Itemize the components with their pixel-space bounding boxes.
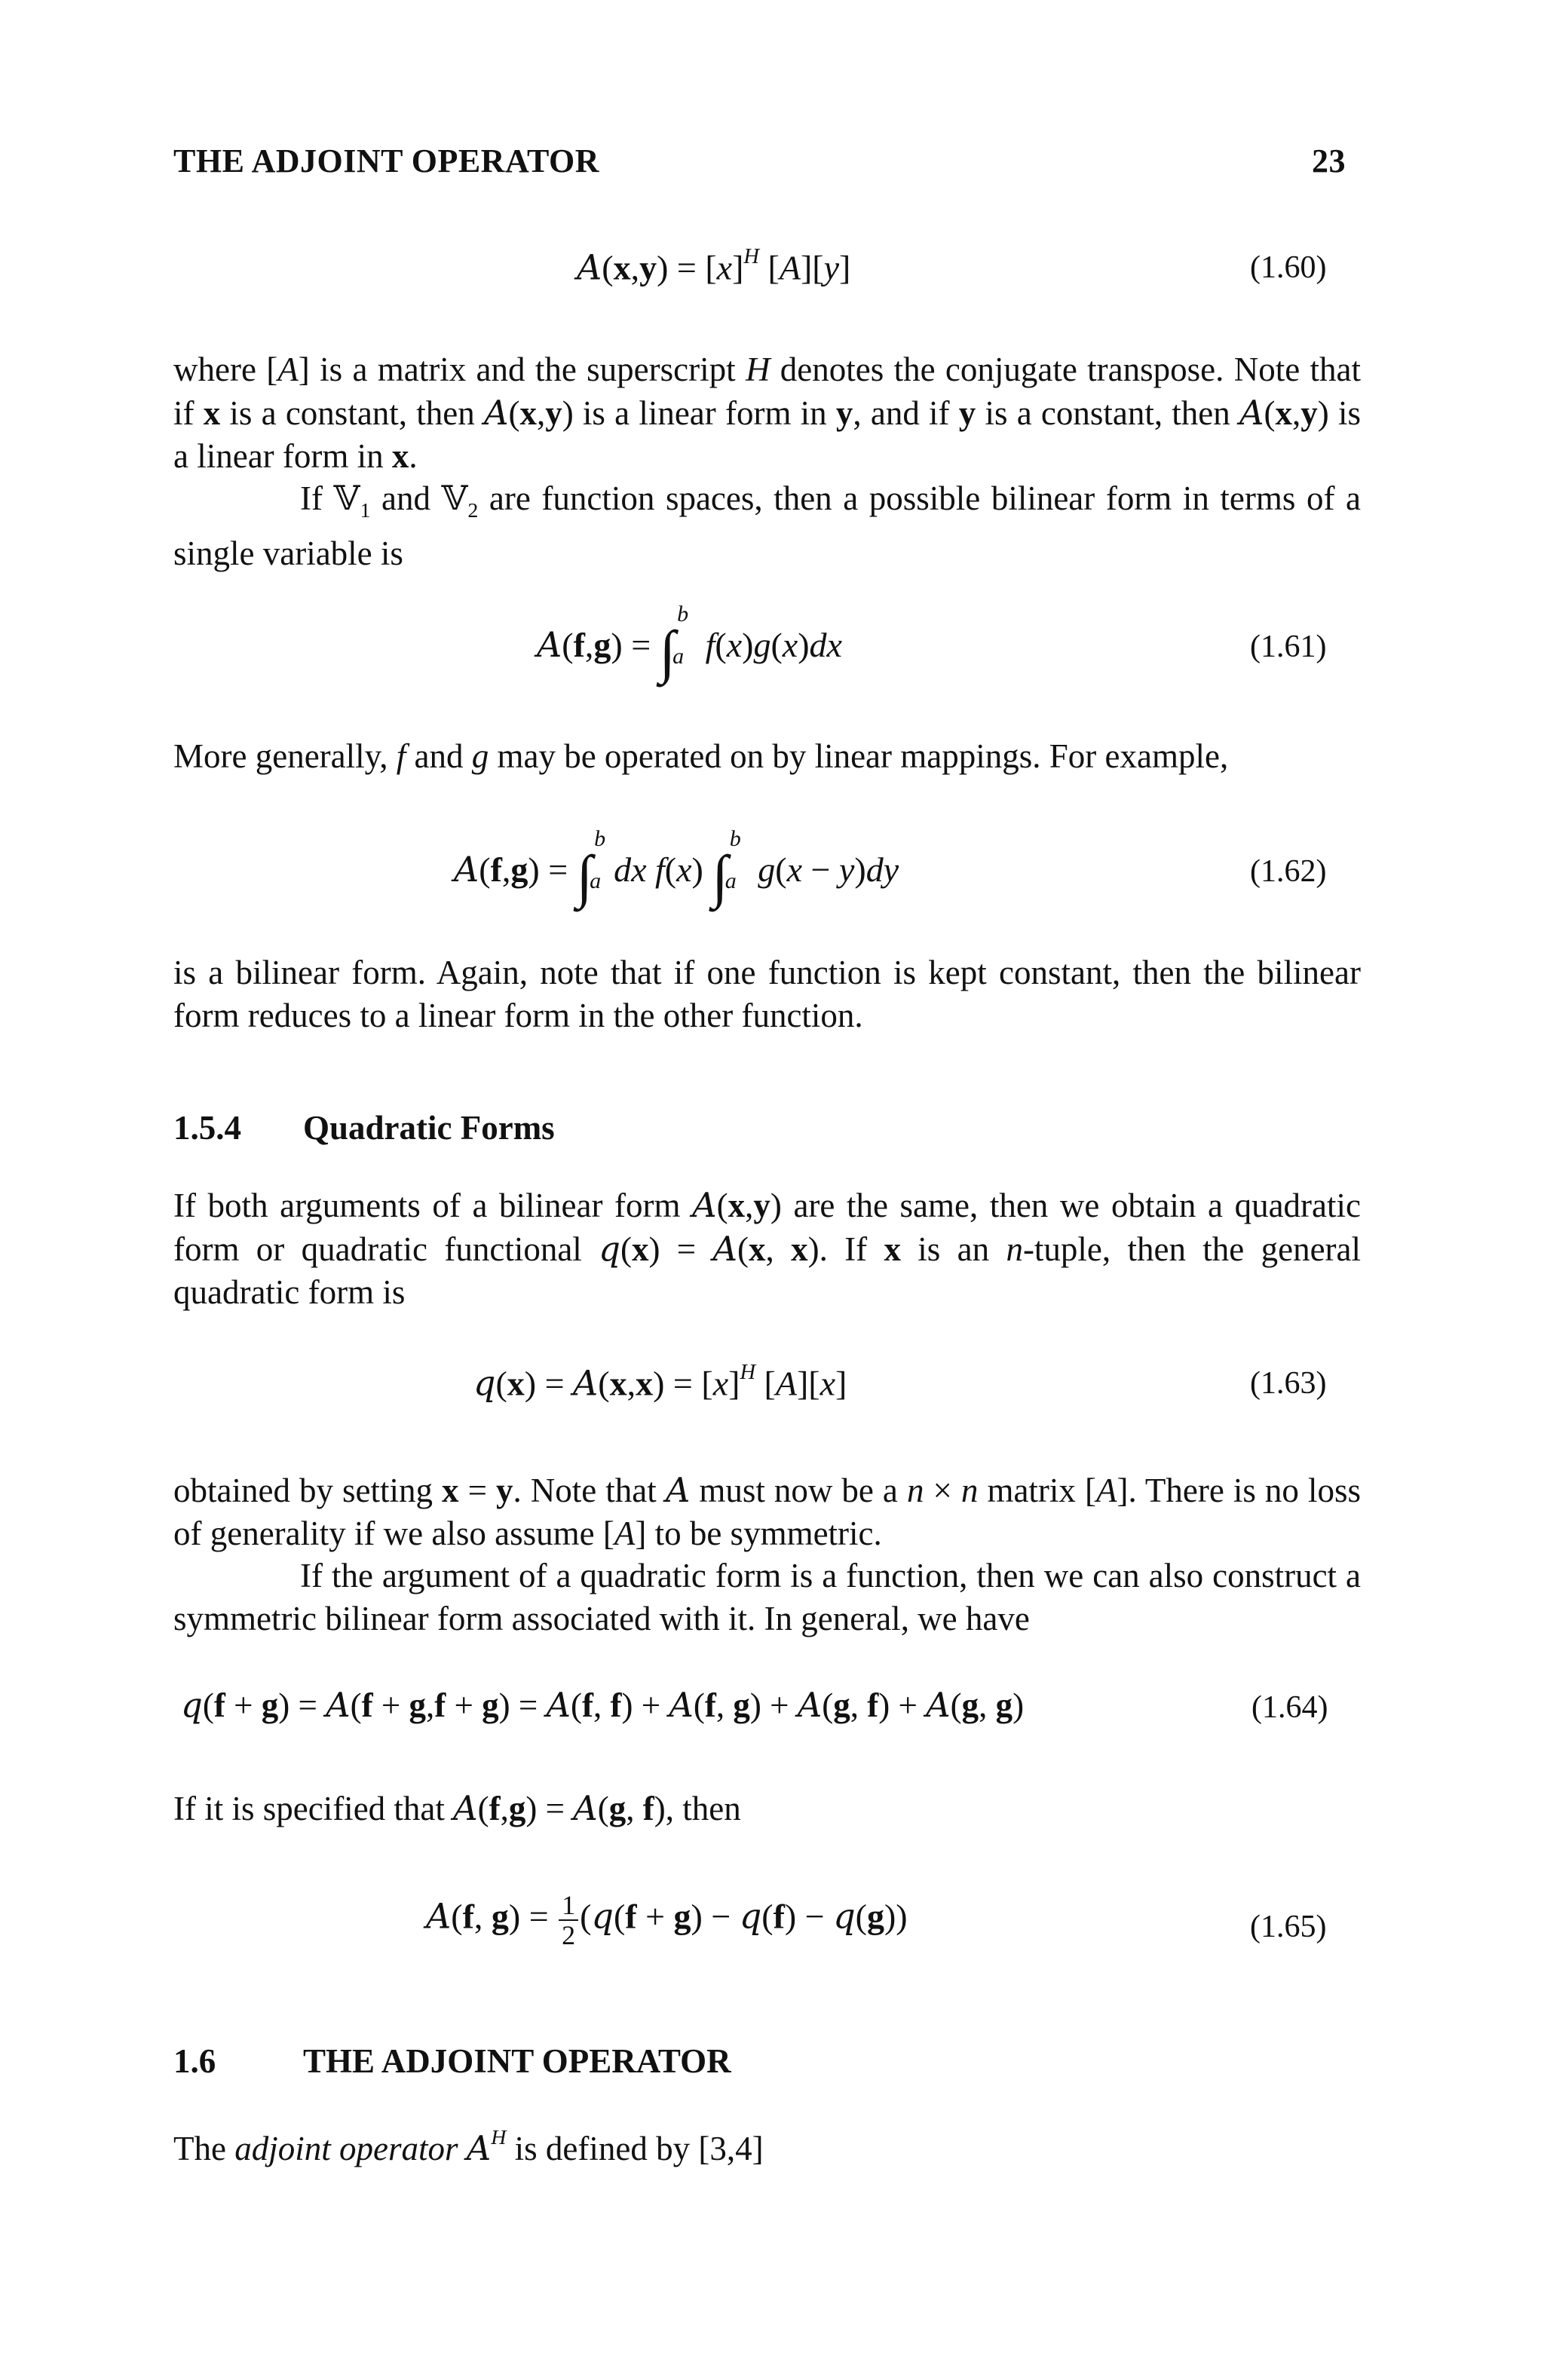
section-title: Quadratic Forms [303,1109,555,1147]
equation-1-60: $A(x,y) = [x]^H$ [A][y] (1.60) [577,245,1327,288]
equation-1-63: $q(x) = A(x,x) = [x]^H$ [A][x] (1.63) [473,1361,1327,1404]
section-number: 1.5.4 [173,1109,241,1147]
running-header-title: THE ADJOINT OPERATOR [173,142,600,179]
equation-number: (1.61) [1250,629,1327,664]
equation-number: (1.62) [1250,854,1327,889]
paragraph: The adjoint operator $A^H$ is defined by [3,4] [173,2126,764,2168]
page-number: 23 [1312,142,1346,179]
paragraph: where [A] is a matrix and the superscript H denotes the conjugate transpose. Note that if x is a constant, then A(x,y) is a linear form in y, and if y is a constant, then A(x,y) is a linear form in x. [173,351,1361,475]
paragraph: If both arguments of a bilinear form A(x,y) are the same, then we obtain a quadratic form or quadratic functional q(x) = A(x, x). If x is an n-tuple, then the general quadratic form is [173,1185,1361,1311]
equation-1-65: A(f, g) = $\frac{1}{2}$ (q(f + g) − q(f) − q(g)) (1.65) [426,1890,1327,1950]
paragraph: If the argument of a quadratic form is a function, then we can also construct a symmetric bilinear form associated with it. In general, we have [173,1557,1361,1637]
paragraph: If it is specified that A(f,g) = A(g, f), then [173,1788,741,1828]
equation-1-62: A(f,g) = ∫ b a dx f(x) ∫ b a g(x − y)dy (1.62) [454,825,1327,909]
equation-number: (1.63) [1250,1366,1327,1401]
equation-1-61: A(f,g) = ∫ b a f(x)g(x)dx (1.61) [537,601,1327,685]
section-title: THE ADJOINT OPERATOR [303,2042,731,2080]
equation-1-64: q(f + g) = A(f + g,f + g) = A(f, f) + A(f, g) + A(g, f) + A(g, g) (1.64) [181,1685,1328,1725]
paragraph: If 𝕍$_1$ and 𝕍$_2$ are function spaces, then a possible bilinear form in terms of a single variable is [173,479,1361,572]
equation-number: (1.65) [1250,1910,1327,1944]
paragraph: obtained by setting x = y. Note that A must now be a n × n matrix [A]. There is no loss of generality if we also assume [A] to be symmetric. [173,1470,1361,1552]
equation-number: (1.64) [1251,1690,1328,1725]
section-number: 1.6 [173,2042,216,2080]
equation-number: (1.60) [1250,250,1327,285]
paragraph: is a bilinear form. Again, note that if one function is kept constant, then the bilinear form reduces to a linear form in the other function. [173,954,1361,1034]
paragraph: More generally, f and g may be operated on by linear mappings. For example, [173,737,1229,775]
